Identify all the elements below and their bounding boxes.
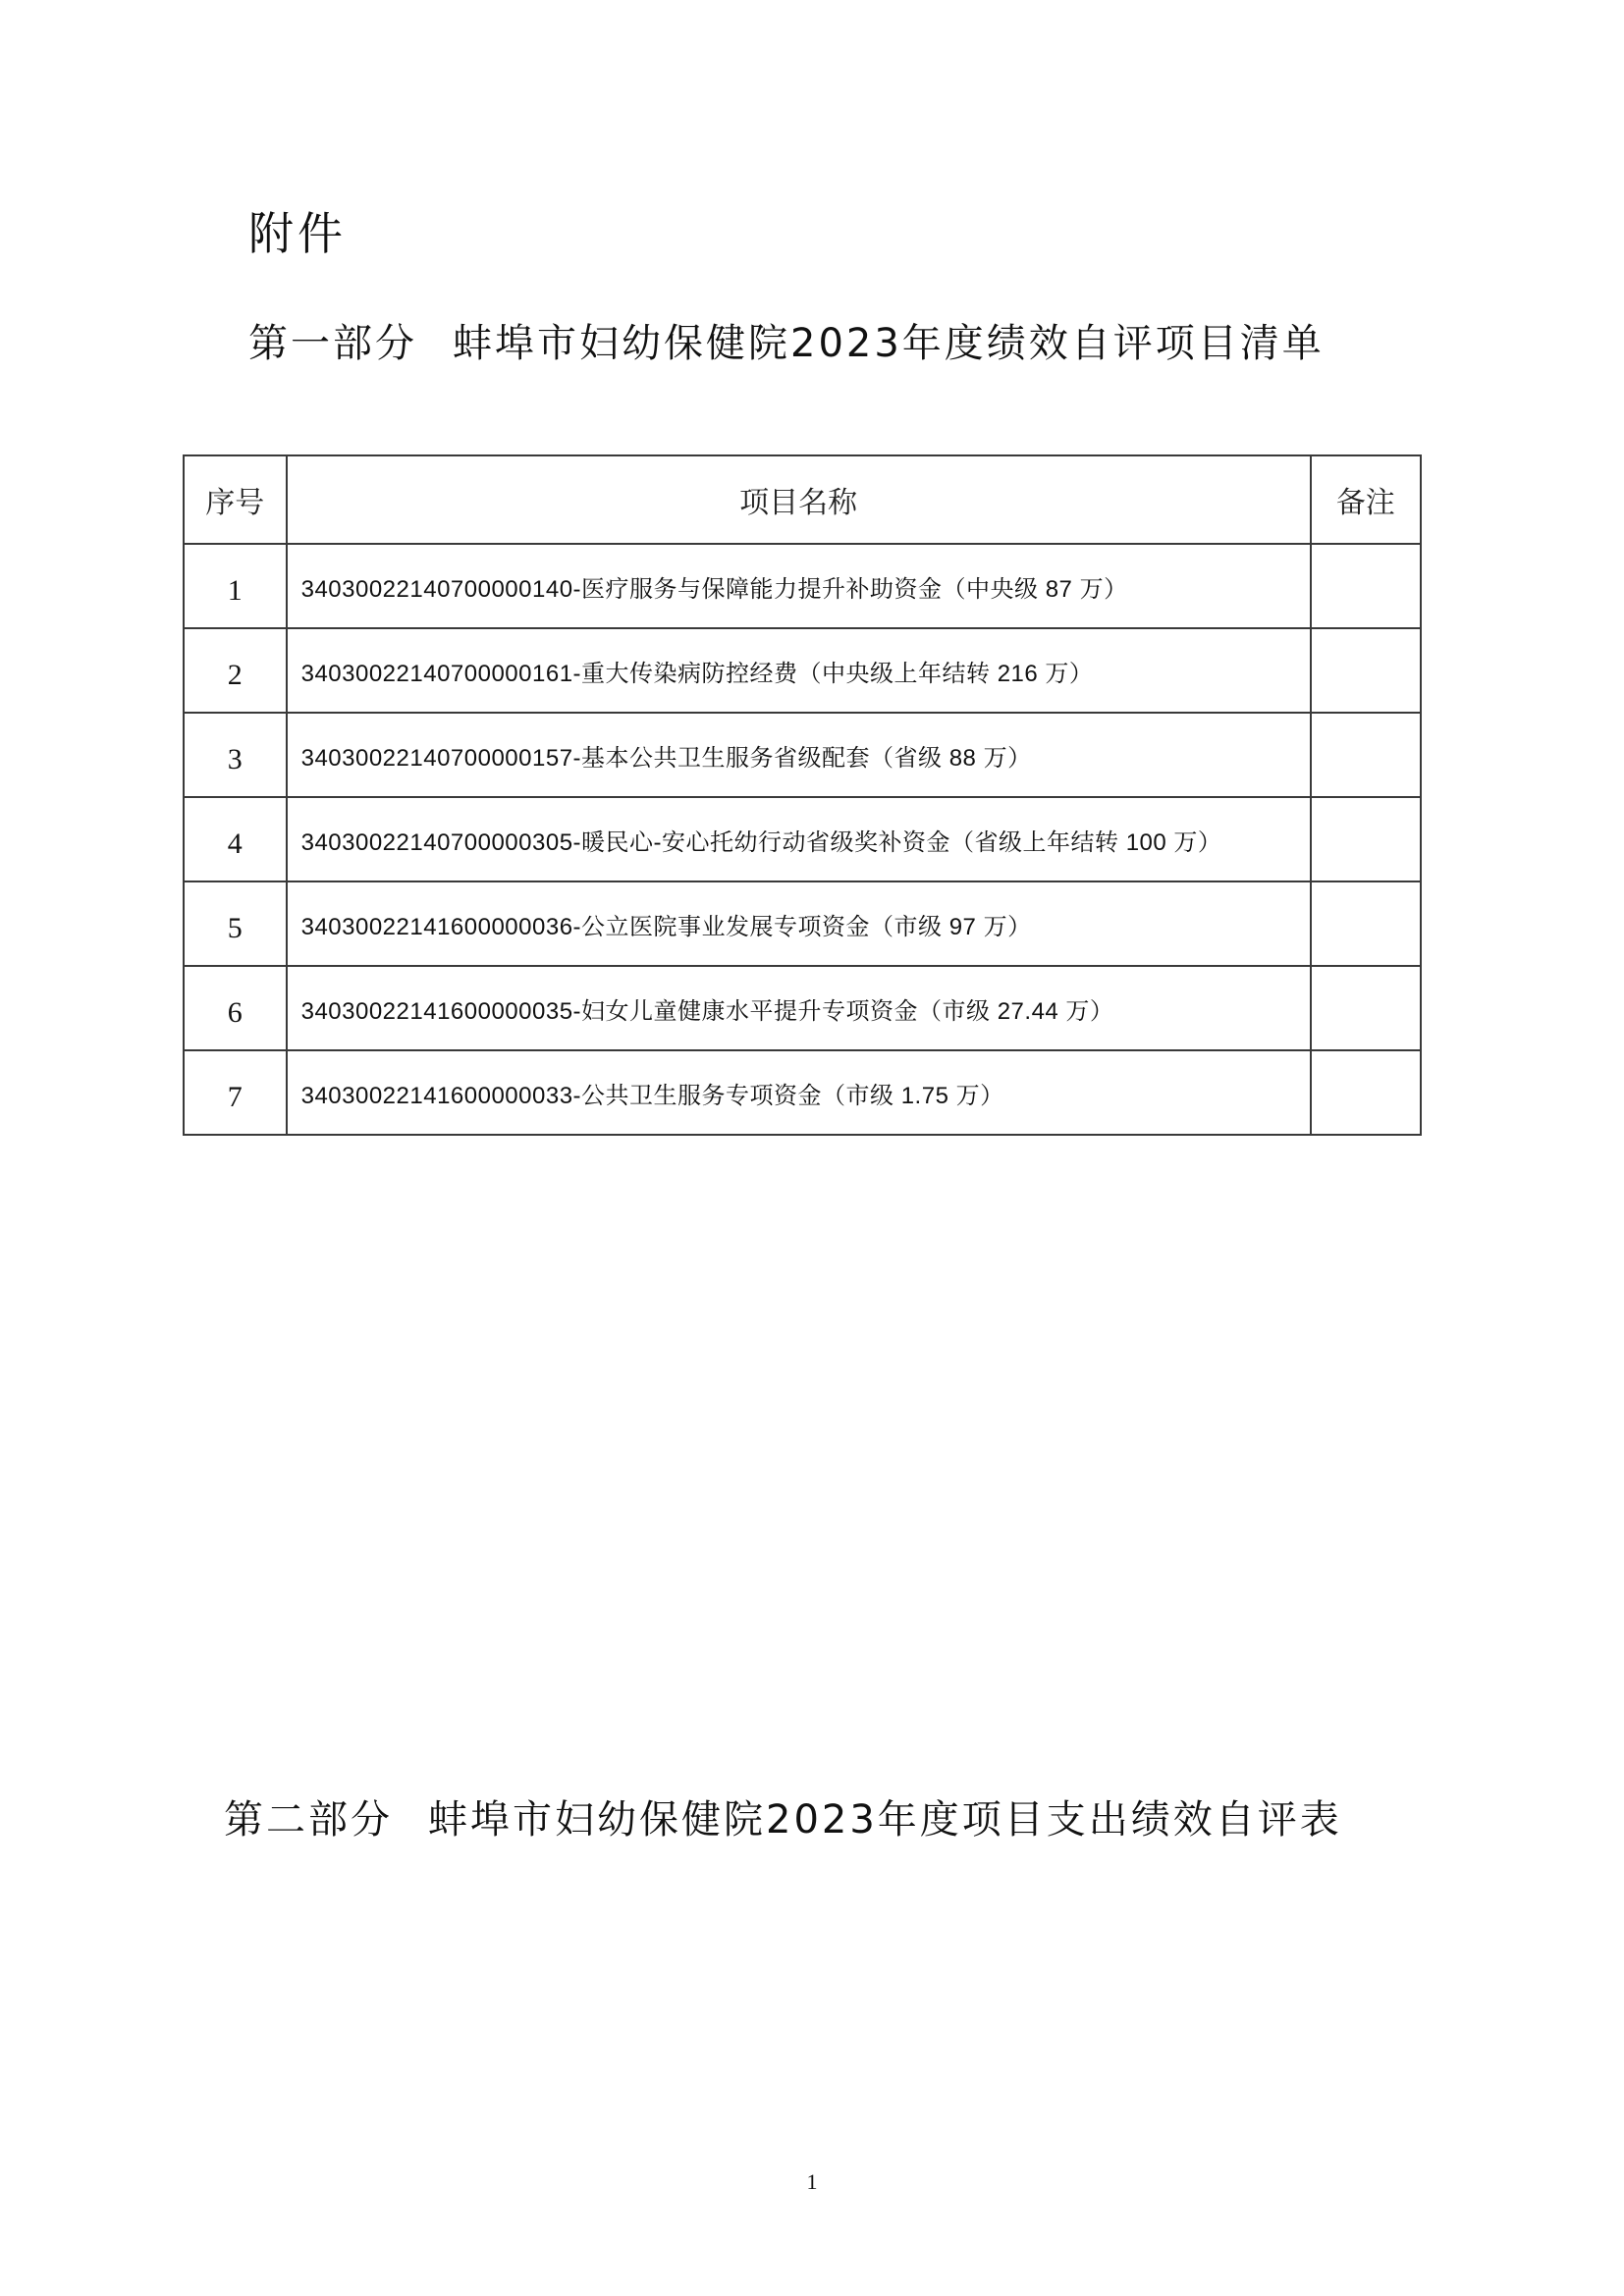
part2-heading — [224, 1796, 1342, 1843]
part1-prefix: 第一部分 — [248, 321, 417, 366]
table-row — [184, 881, 1421, 966]
table-row — [184, 544, 1421, 628]
page-number: 1 — [806, 2169, 818, 2194]
row-remarks — [1311, 797, 1421, 881]
row-project-name: 34030022141600000035-妇女儿童健康水平提升专项资金（市级 27.44 万） — [287, 966, 1311, 1050]
row-serial-number: 5 — [184, 881, 287, 966]
row-remarks — [1311, 628, 1421, 713]
table-row — [184, 1050, 1421, 1135]
table-row — [184, 797, 1421, 881]
table-header-row — [184, 455, 1421, 544]
table-row — [184, 628, 1421, 713]
row-remarks — [1311, 713, 1421, 797]
row-serial-number: 4 — [184, 797, 287, 881]
part2-prefix: 第二部分 — [224, 1797, 393, 1842]
row-remarks — [1311, 544, 1421, 628]
row-remarks — [1311, 881, 1421, 966]
row-serial-number: 1 — [184, 544, 287, 628]
row-serial-number: 3 — [184, 713, 287, 797]
row-project-name: 34030022140700000157-基本公共卫生服务省级配套（省级 88 万） — [287, 713, 1311, 797]
header-project-name: 项目名称 — [287, 455, 1311, 544]
row-project-name: 34030022140700000140-医疗服务与保障能力提升补助资金（中央级 87 万） — [287, 544, 1311, 628]
row-project-name: 34030022140700000305-暖民心-安心托幼行动省级奖补资金（省级上年结转 100 万） — [287, 797, 1311, 881]
table-row — [184, 713, 1421, 797]
row-serial-number: 6 — [184, 966, 287, 1050]
header-serial-number: 序号 — [184, 455, 287, 544]
table-row — [184, 966, 1421, 1050]
row-remarks — [1311, 1050, 1421, 1135]
row-project-name: 34030022140700000161-重大传染病防控经费（中央级上年结转 216 万） — [287, 628, 1311, 713]
part1-heading — [248, 320, 1325, 367]
attachment-label: 附件 — [248, 207, 347, 260]
row-remarks — [1311, 966, 1421, 1050]
part2-title: 蚌埠市妇幼保健院2023年度项目支出绩效自评表 — [428, 1797, 1342, 1842]
header-remarks: 备注 — [1311, 455, 1421, 544]
row-project-name: 34030022141600000036-公立医院事业发展专项资金（市级 97 万） — [287, 881, 1311, 966]
row-serial-number: 7 — [184, 1050, 287, 1135]
row-serial-number: 2 — [184, 628, 287, 713]
row-project-name: 34030022141600000033-公共卫生服务专项资金（市级 1.75 万） — [287, 1050, 1311, 1135]
part1-title: 蚌埠市妇幼保健院2023年度绩效自评项目清单 — [453, 321, 1325, 366]
project-list-table — [183, 454, 1422, 1136]
